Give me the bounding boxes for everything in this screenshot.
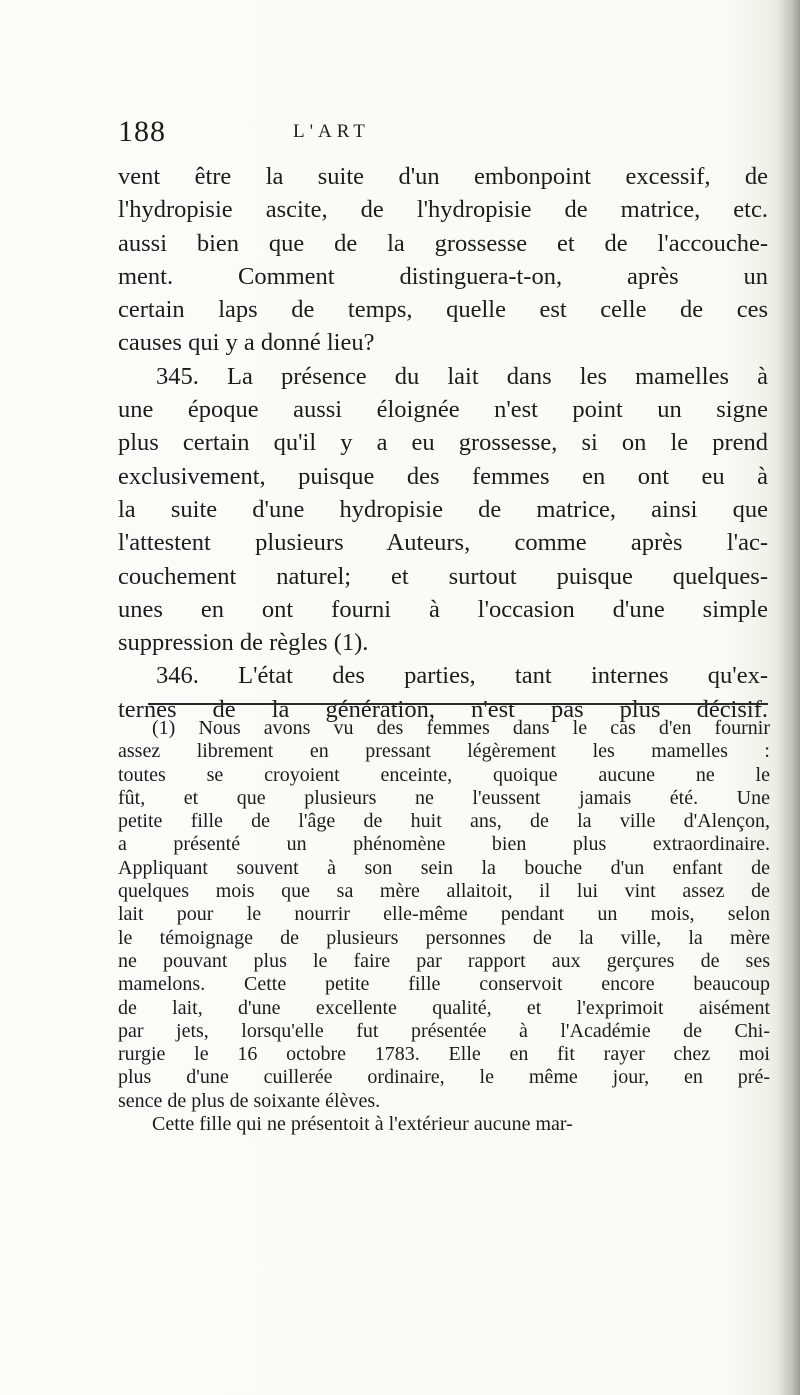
text-line: la suite d'une hydropisie de matrice, ainsi que: [118, 495, 768, 523]
footnote-line: lait pour le nourrir elle-même pendant un mois, selon: [118, 903, 770, 926]
text-line: suppression de règles (1).: [118, 629, 369, 657]
text-line: l'hydropisie ascite, de l'hydropisie de matrice, etc.: [118, 196, 768, 224]
text-line: ternes de la génération, n'est pas plus décisif.: [118, 695, 768, 723]
text-line: couchement naturel; et surtout puisque quelques-: [118, 562, 768, 590]
footnote-line: mamelons. Cette petite fille conservoit encore beaucoup: [118, 973, 770, 996]
text-line: aussi bien que de la grossesse et de l'accouche-: [118, 229, 768, 257]
footnote-line: rurgie le 16 octobre 1783. Elle en fit rayer chez moi: [118, 1043, 770, 1066]
text-line: causes qui y a donné lieu?: [118, 329, 375, 357]
main-text-block: [118, 160, 768, 726]
text-line: exclusivement, puisque des femmes en ont eu à: [118, 462, 768, 490]
footnote-line: toutes se croyoient enceinte, quoique aucune ne le: [118, 763, 770, 786]
footnote-line: ne pouvant plus le faire par rapport aux gerçures de ses: [118, 949, 770, 972]
footnote-line: petite fille de l'âge de huit ans, de la ville d'Alençon,: [118, 810, 770, 833]
footnote-line: (1) Nous avons vu des femmes dans le cas d'en fournir: [152, 717, 770, 739]
page-number: 188: [118, 115, 166, 148]
paragraph-345-start: 345. La présence du lait dans les mamelles à: [156, 362, 768, 390]
text-line: plus certain qu'il y a eu grossesse, si on le prend: [118, 429, 768, 457]
footnote-line: assez librement en pressant légèrement les mamelles :: [118, 740, 770, 763]
footnote-paragraph-start: Cette fille qui ne présentoit à l'extérieur aucune mar-: [152, 1113, 573, 1136]
text-line: certain laps de temps, quelle est celle de ces: [118, 296, 768, 324]
footnote-block: [118, 717, 770, 1136]
footnote-line: fût, et que plusieurs ne l'eussent jamais été. Une: [118, 786, 770, 809]
footnote-line: de lait, d'une excellente qualité, et l'exprimoit aisément: [118, 996, 770, 1019]
footnote-line: quelques mois que sa mère allaitoit, il lui vint assez de: [118, 880, 770, 903]
text-line: unes en ont fourni à l'occasion d'une simple: [118, 595, 768, 623]
paragraph-346-start: 346. L'état des parties, tant internes qu'ex-: [156, 662, 768, 690]
text-line: vent être la suite d'un embonpoint excessif, de: [118, 163, 768, 190]
footnote-line: sence de plus de soixante élèves.: [118, 1089, 381, 1112]
page-edge-shadow: [778, 0, 800, 1395]
footnote-line: a présenté un phénomène bien plus extraordinaire.: [118, 833, 770, 856]
running-head: L'ART: [293, 121, 370, 142]
page-header: [118, 115, 758, 155]
footnote-line: par jets, lorsqu'elle fut présentée à l'Académie de Chi-: [118, 1019, 770, 1042]
text-line: ment. Comment distinguera-t-on, après un: [118, 262, 768, 290]
footnote-line: plus d'une cuillerée ordinaire, le même jour, en pré-: [118, 1066, 770, 1089]
footnote-line: le témoignage de plusieurs personnes de la ville, la mère: [118, 926, 770, 949]
footnote-separator: [148, 703, 768, 705]
text-line: l'attestent plusieurs Auteurs, comme après l'ac-: [118, 529, 768, 557]
footnote-line: Appliquant souvent à son sein la bouche d'un enfant de: [118, 856, 770, 879]
text-line: une époque aussi éloignée n'est point un signe: [118, 396, 768, 424]
